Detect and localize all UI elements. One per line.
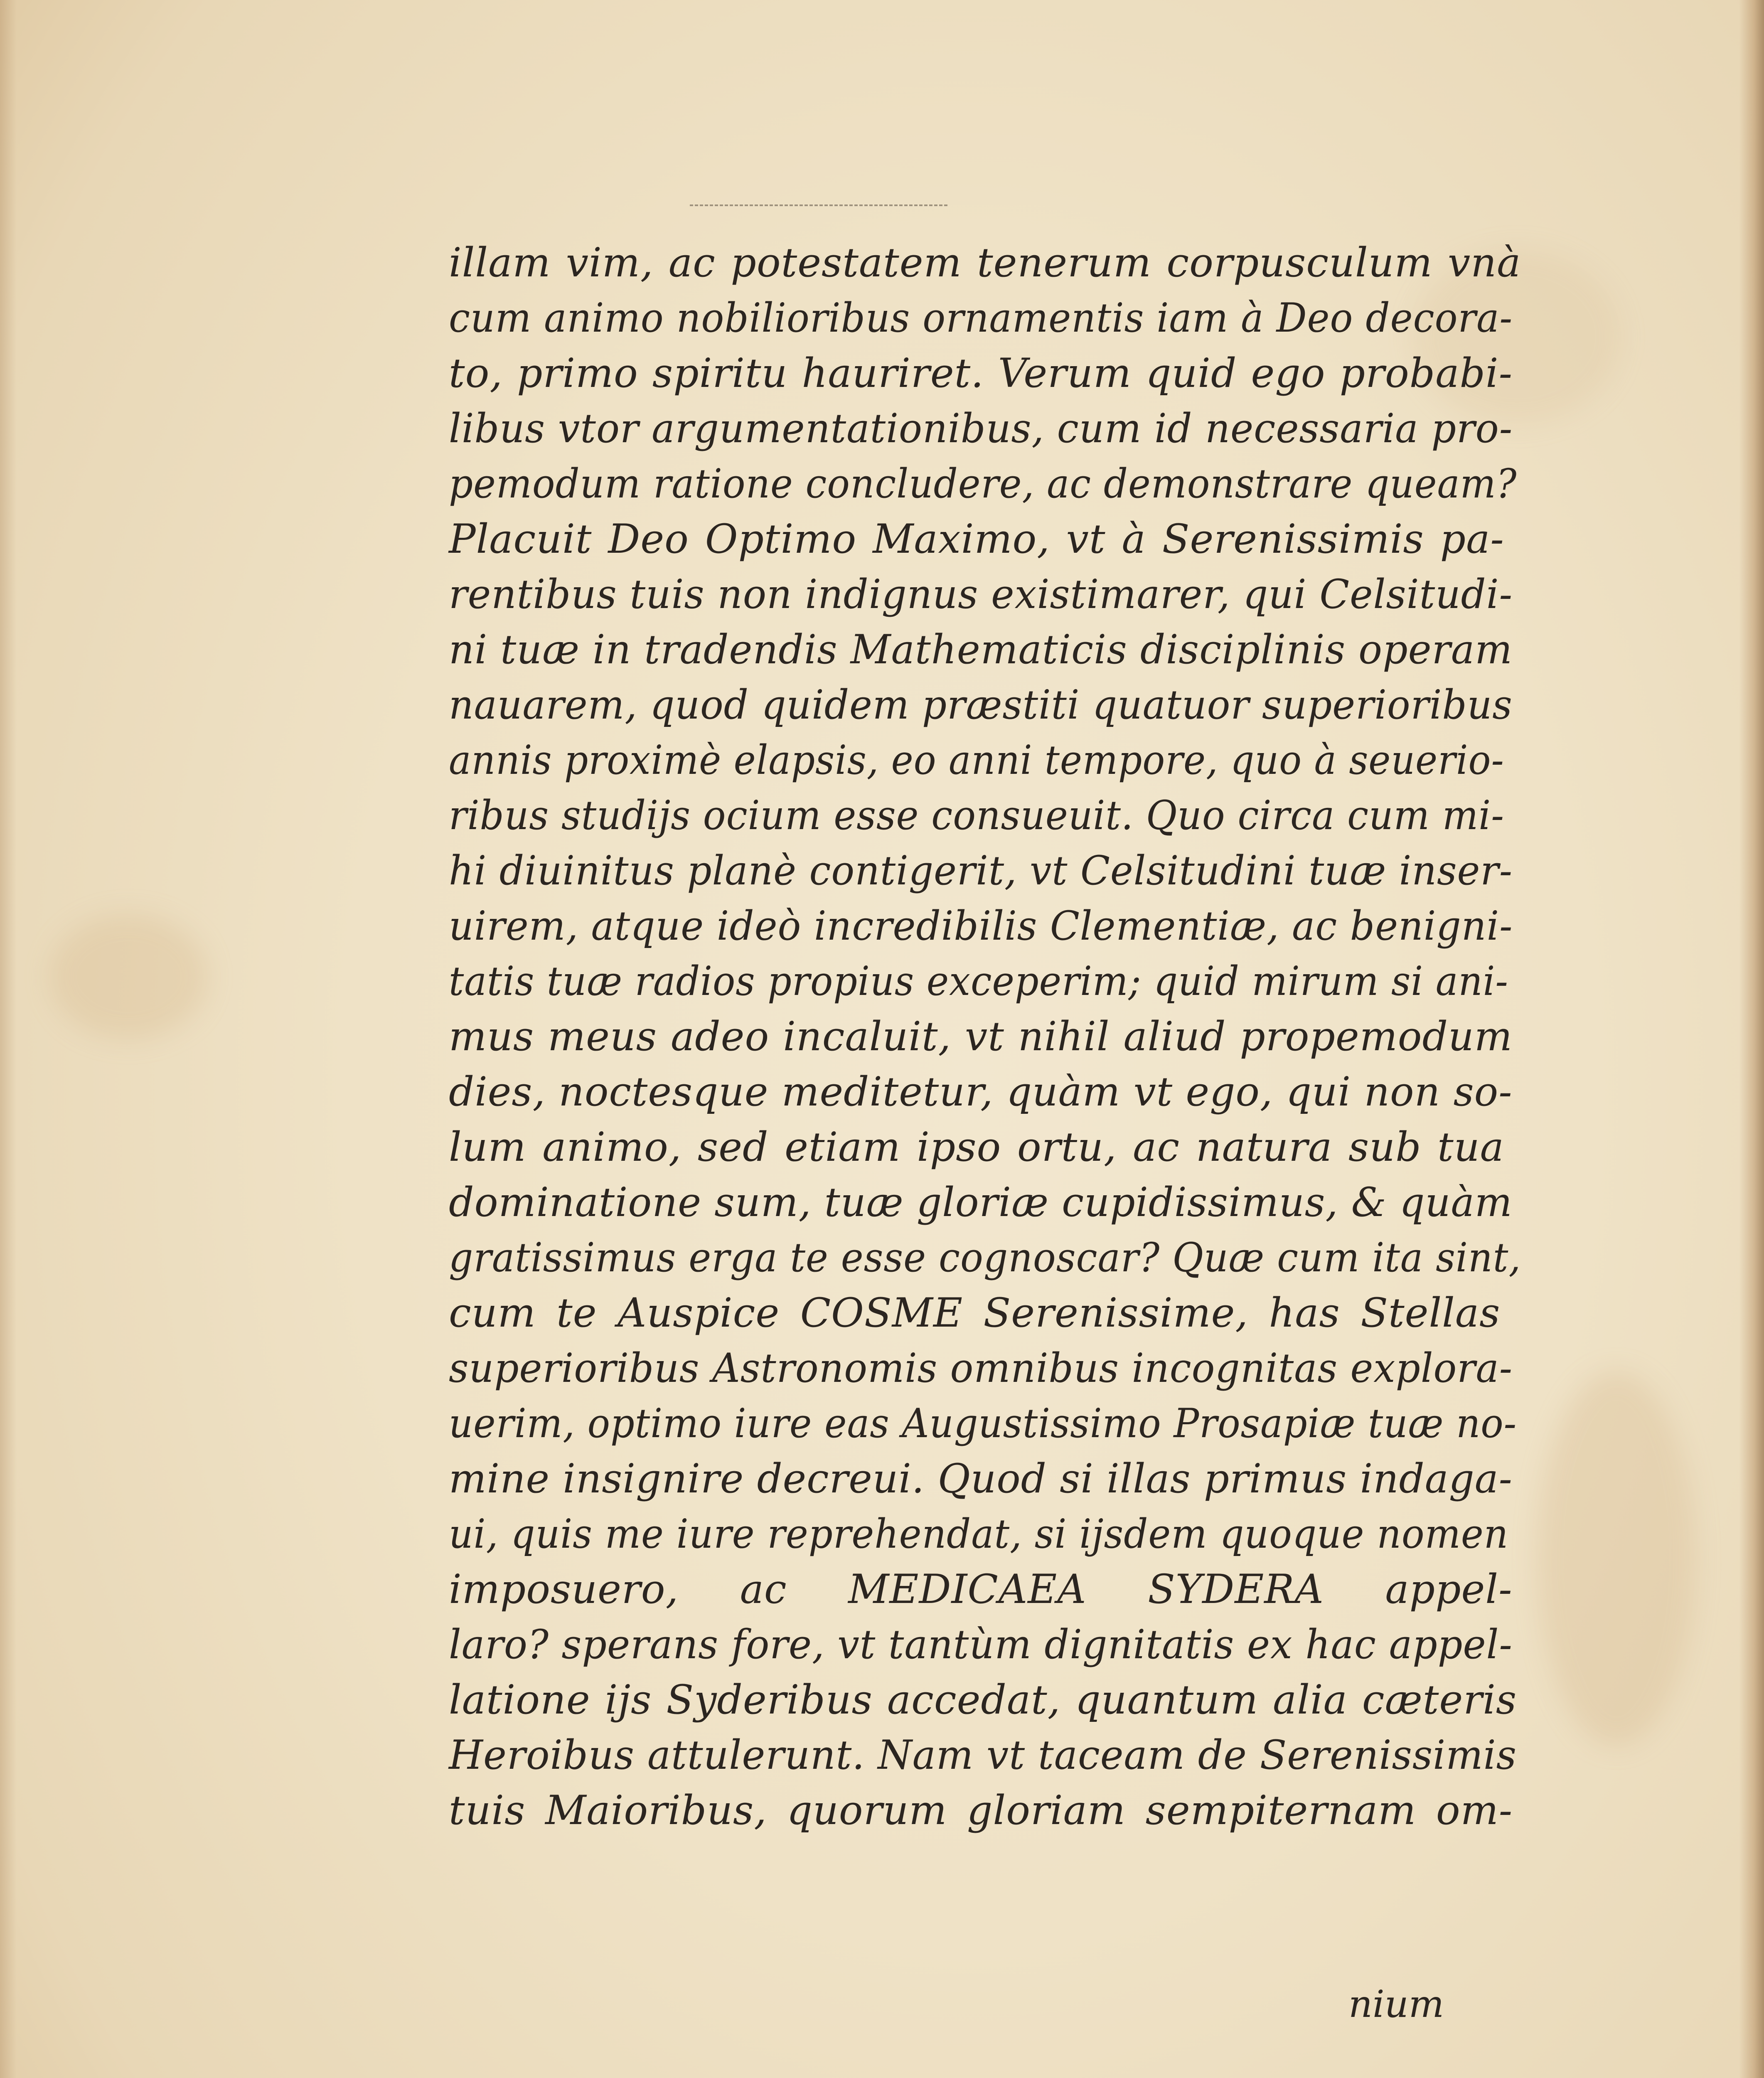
page-left-edge <box>0 0 17 2078</box>
text-line: superioribus Astronomis omnibus incognitas explora- <box>449 1345 1513 1391</box>
catchword: nium <box>1348 1982 1444 2026</box>
text-line: annis proximè elapsis, eo anni tempore, quo à seuerio- <box>449 737 1504 783</box>
paper-stain <box>1538 1371 1695 1746</box>
text-line: hi diuinitus planè contigerit, vt Celsitudini tuæ inser- <box>449 847 1513 894</box>
text-line: illam vim, ac potestatem tenerum corpusculum vnà <box>449 239 1521 286</box>
text-line: mine insignire decreui. Quod si illas primus indaga- <box>449 1455 1513 1502</box>
text-line: pemodum ratione concludere, ac demonstrare queam? <box>449 460 1517 507</box>
text-line: mus meus adeo incaluit, vt nihil aliud propemodum <box>449 1013 1513 1060</box>
text-line: ribus studijs ocium esse consueuit. Quo circa cum mi- <box>449 792 1504 839</box>
text-line: rentibus tuis non indignus existimarer, qui Celsitudi- <box>449 571 1513 618</box>
text-line: cum animo nobilioribus ornamentis iam à Deo decora- <box>449 295 1513 341</box>
text-line: imposuero, ac MEDICAEA SYDERA appel- <box>449 1566 1513 1613</box>
text-line: ui, quis me iure reprehendat, si ijsdem quoque nomen <box>449 1511 1509 1557</box>
text-line: Placuit Deo Optimo Maximo, vt à Serenissimis pa- <box>449 516 1504 562</box>
text-line: cum te Auspice COSME Serenissime, has Stellas <box>449 1290 1501 1336</box>
page-right-edge <box>1739 0 1764 2078</box>
text-line: laro? sperans fore, vt tantùm dignitatis ex hac appel- <box>449 1621 1513 1668</box>
text-line: lum animo, sed etiam ipso ortu, ac natura sub tua <box>449 1124 1504 1170</box>
text-line: libus vtor argumentationibus, cum id necessaria pro- <box>449 405 1513 452</box>
text-line: uerim, optimo iure eas Augustissimo Prosapiæ tuæ no- <box>449 1400 1517 1447</box>
text-line: tatis tuæ radios propius exceperim; quid mirum si ani- <box>449 958 1508 1005</box>
text-line: to, primo spiritu hauriret. Verum quid ego probabi- <box>449 350 1513 396</box>
text-line: uirem, atque ideò incredibilis Clementiæ, ac benigni- <box>449 903 1513 949</box>
text-line: nauarem, quod quidem præstiti quatuor superioribus <box>449 682 1513 728</box>
text-line: tuis Maioribus, quorum gloriam sempiternam om- <box>449 1787 1513 1834</box>
text-line: gratissimus erga te esse cognoscar? Quæ cum ita sint, <box>449 1234 1521 1281</box>
text-line: dies, noctesque meditetur, quàm vt ego, qui non so- <box>449 1069 1513 1115</box>
text-line: dominatione sum, tuæ gloriæ cupidissimus, & quàm <box>449 1179 1513 1226</box>
paper-stain <box>50 914 208 1039</box>
header-rule <box>690 204 947 210</box>
text-line: ni tuæ in tradendis Mathematicis disciplinis operam <box>449 626 1513 673</box>
text-line: Heroibus attulerunt. Nam vt taceam de Serenissimis <box>449 1732 1517 1778</box>
text-line: latione ijs Syderibus accedat, quantum alia cæteris <box>449 1677 1517 1723</box>
